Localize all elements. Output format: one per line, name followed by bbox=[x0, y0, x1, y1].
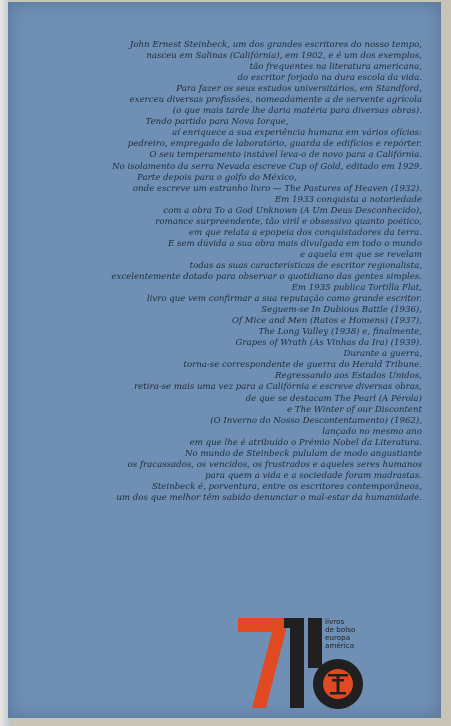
text-line: aí enriquece a sua experiência humana em vários ofícios: bbox=[172, 128, 422, 139]
text-line: um dos que melhor têm sabido denunciar o mal-estar da humanidade. bbox=[116, 492, 422, 503]
logo-caption-line: américa bbox=[325, 641, 355, 650]
text-line: tão frequentes na literatura americana, bbox=[249, 62, 422, 73]
text-line: e The Winter of our Discontent bbox=[287, 404, 422, 415]
text-line: com a obra To a God Unknown (A Um Deus Desconhecido), bbox=[163, 205, 422, 216]
text-line: os fracassados, os vencidos, os frustrados e aqueles seres humanos bbox=[127, 459, 422, 470]
text-line: torna-se correspondente de guerra do Herald Tribune. bbox=[183, 360, 422, 371]
text-line: para quem a vida e a sociedade foram madrastas. bbox=[205, 470, 422, 481]
logo-caption-line: europa bbox=[325, 633, 351, 642]
text-line: excelentemente dotado para observar o quotidiano das gentes simples. bbox=[111, 271, 422, 282]
text-line: Grapes of Wrath (As Vinhas da Ira) (1939). bbox=[235, 338, 422, 349]
text-line: Para fazer os seus estudos universitários, em Standford, bbox=[176, 84, 422, 95]
logo-caption-line: livros bbox=[325, 617, 345, 626]
text-line: nasceu em Salinas (Califórnia), em 1902, e é um dos exemplos, bbox=[146, 51, 422, 62]
text-line: pedreiro, empregado de laboratório, guarda de edifícios e repórter. bbox=[127, 139, 422, 150]
text-line: em que lhe é atribuído o Prémio Nobel da Literatura. bbox=[189, 437, 422, 448]
one-glyph bbox=[284, 618, 304, 708]
text-line: O seu temperamento instável leva-o de novo para a Califórnia. bbox=[149, 150, 422, 161]
biography-text bbox=[12, 40, 422, 504]
text-line: No isolamento da serra Nevada escreve Cup of Gold, editado em 1929. bbox=[112, 161, 422, 172]
text-line: livro que vem confirmar a sua reputação como grande escritor. bbox=[146, 294, 422, 305]
text-line: de que se destacam The Pearl (A Pérola) bbox=[245, 393, 422, 404]
text-line: exerceu diversas profissões, nomeadamente a de servente agrícola bbox=[129, 95, 422, 106]
text-line: romance surpreendente, tão viril e obsessivo quanto poético, bbox=[155, 216, 422, 227]
logo-caption-line: de bolso bbox=[325, 625, 356, 634]
text-line: do escritor forjado na dura escola da vida. bbox=[237, 73, 422, 84]
text-line: No mundo de Steinbeck pululam de modo angustiante bbox=[184, 448, 422, 459]
text-line: John Ernest Steinbeck, um dos grandes escritores do nosso tempo, bbox=[129, 40, 422, 50]
text-line: The Long Valley (1938) e, finalmente, bbox=[258, 327, 422, 338]
text-line: É sem dúvida a sua obra mais divulgada em todo o mundo bbox=[167, 238, 422, 249]
text-line: onde escreve um estranho livro — The Pastures of Heaven (1932). bbox=[132, 183, 422, 194]
text-line: (O Inverno do Nosso Descontentamento) (1962), bbox=[210, 415, 422, 426]
seven-glyph bbox=[238, 618, 286, 708]
text-line: Steinbeck é, porventura, entre os escritores contemporâneos, bbox=[151, 481, 422, 492]
text-line: Em 1935 publica Tortilla Flat, bbox=[291, 283, 422, 294]
text-line: retira-se mais uma vez para a Califórnia e escreve diversas obras, bbox=[134, 382, 422, 393]
text-line: Regressando aos Estados Unidos, bbox=[275, 371, 422, 382]
text-line: (o que mais tarde lhe daria matéria para diversas obras). bbox=[172, 106, 422, 117]
text-line: Tendo partido para Nova Iorque, bbox=[145, 117, 289, 128]
text-line: Em 1933 conquista a notoriedade bbox=[274, 194, 422, 205]
text-line: todas as suas características de escritor regionalista, bbox=[189, 260, 422, 271]
text-line: Seguem-se In Dubious Battle (1936), bbox=[261, 305, 422, 316]
text-line: em que relata a epopeia dos conquistadores da terra. bbox=[188, 227, 422, 238]
text-line: lançado no mesmo ano bbox=[322, 426, 422, 437]
logo-caption bbox=[325, 618, 355, 650]
text-line: e aquela em que se revelam bbox=[300, 249, 422, 260]
text-line: Of Mice and Men (Ratos e Homens) (1937), bbox=[231, 316, 422, 327]
text-line: Durante a guerra, bbox=[343, 349, 422, 360]
text-line: Parte depois para o golfo do México, bbox=[137, 172, 297, 183]
